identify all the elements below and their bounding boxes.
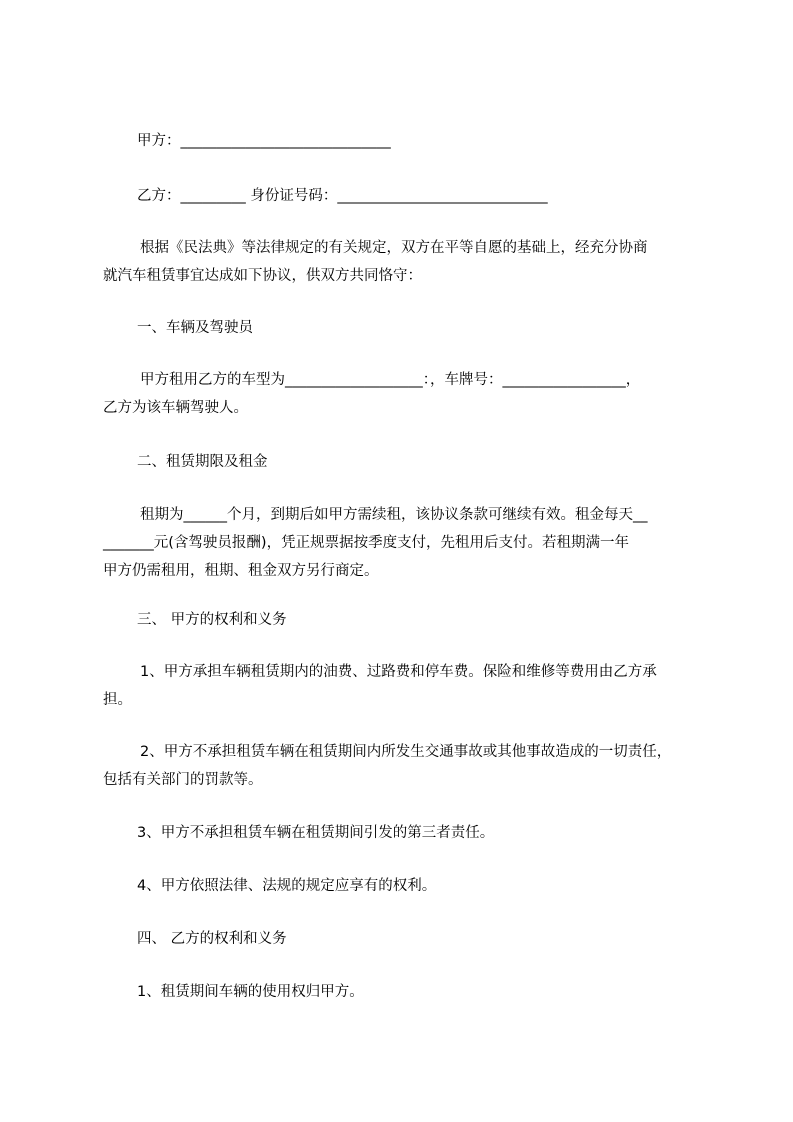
section-2-line-2: _______元(含驾驶员报酬)，凭正规票据按季度支付，先租用后支付。若租期满一年 [103,535,630,551]
party-a-field: 甲方：_____________________________ [137,133,391,149]
section-3-item-2-line-1: 2、甲方不承担租赁车辆在租赁期间内所发生交通事故或其他事故造成的一切责任， [140,744,672,760]
preamble-line-1: 根据《民法典》等法律规定的有关规定，双方在平等自愿的基础上，经充分协商 [140,240,648,256]
section-1-line-2: 乙方为该车辆驾驶人。 [103,400,248,416]
section-heading-4: 四、 乙方的权利和义务 [137,931,287,947]
section-4-item-1: 1、租赁期间车辆的使用权归甲方。 [137,984,364,1000]
section-3-item-2-line-2: 包括有关部门的罚款等。 [103,772,263,788]
section-2-line-1: 租期为______个月，到期后如甲方需续租，该协议条款可继续有效。租金每天__ [140,507,648,523]
section-2-line-3: 甲方仍需租用，租期、租金双方另行商定。 [103,563,379,579]
section-heading-1: 一、车辆及驾驶员 [137,320,253,336]
section-1-line-1: 甲方租用乙方的车型为___________________：，车牌号：_________________， [140,372,641,388]
section-3-item-1-line-2: 担。 [103,692,132,708]
section-3-item-3: 3、甲方不承担租赁车辆在租赁期间引发的第三者责任。 [137,825,495,841]
section-3-item-1-line-1: 1、甲方承担车辆租赁期内的油费、过路费和停车费。保险和维修等费用由乙方承 [140,664,657,680]
section-heading-2: 二、租赁期限及租金 [137,454,268,470]
section-3-item-4: 4、甲方依照法律、法规的规定应享有的权利。 [137,878,437,894]
party-b-field: 乙方：_________ 身份证号码：_____________________________ [137,188,548,204]
preamble-line-2: 就汽车租赁事宜达成如下协议，供双方共同恪守： [103,268,422,284]
section-heading-3: 三、 甲方的权利和义务 [137,612,287,628]
